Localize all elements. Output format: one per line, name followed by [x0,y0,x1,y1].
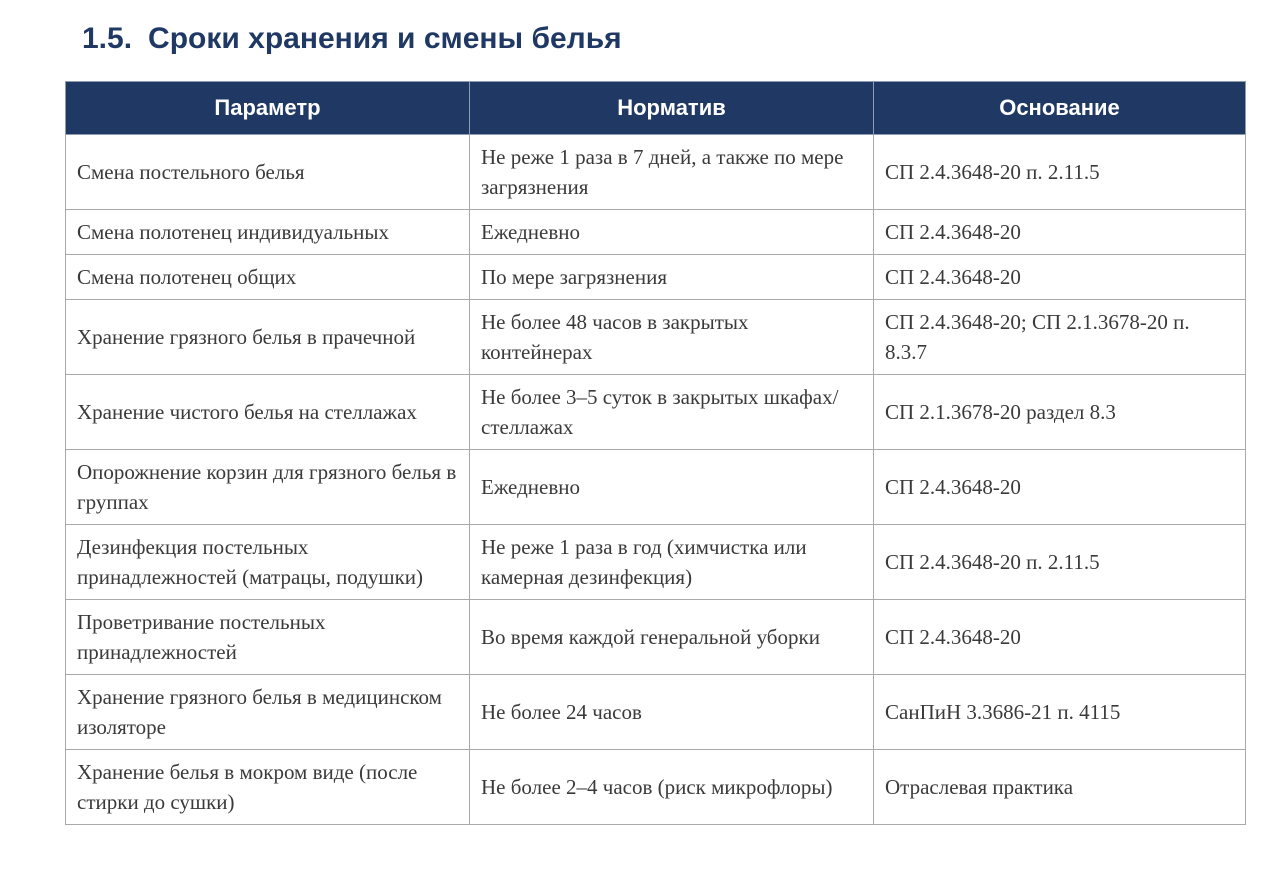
cell-basis: СП 2.4.3648-20 [874,255,1246,300]
cell-parameter: Смена полотенец общих [66,255,470,300]
cell-norm: Ежедневно [470,450,874,525]
cell-basis: Отраслевая практика [874,750,1246,825]
cell-basis: СП 2.4.3648-20 [874,600,1246,675]
cell-basis: СП 2.4.3648-20 [874,450,1246,525]
cell-norm: Не реже 1 раза в 7 дней, а также по мере загрязнения [470,135,874,210]
table-row [66,600,1246,675]
cell-norm: По мере загрязнения [470,255,874,300]
column-header-norm: Норматив [470,82,874,135]
cell-basis: СП 2.4.3648-20; СП 2.1.3678-20 п. 8.3.7 [874,300,1246,375]
section-title [82,16,622,62]
cell-basis: СП 2.4.3648-20 [874,210,1246,255]
cell-basis: СП 2.4.3648-20 п. 2.11.5 [874,135,1246,210]
column-header-parameter: Параметр [66,82,470,135]
table-row [66,675,1246,750]
section-number: 1.5. [82,22,133,55]
cell-parameter: Хранение грязного белья в медицинском изоляторе [66,675,470,750]
cell-parameter: Хранение грязного белья в прачечной [66,300,470,375]
table-row [66,300,1246,375]
table-row [66,255,1246,300]
cell-parameter: Смена постельного белья [66,135,470,210]
cell-norm: Не более 48 часов в закрытых контейнерах [470,300,874,375]
cell-basis: СанПиН 3.3686-21 п. 4115 [874,675,1246,750]
table-row [66,750,1246,825]
section-title-text: Сроки хранения и смены белья [148,22,622,55]
cell-parameter: Хранение белья в мокром виде (после стирки до сушки) [66,750,470,825]
table-row [66,375,1246,450]
table-header-row [66,82,1246,135]
table-row [66,210,1246,255]
cell-parameter: Хранение чистого белья на стеллажах [66,375,470,450]
cell-norm: Не более 2–4 часов (риск микрофлоры) [470,750,874,825]
cell-parameter: Дезинфекция постельных принадлежностей (матрацы, подушки) [66,525,470,600]
cell-norm: Не более 3–5 суток в закрытых шкафах/стеллажах [470,375,874,450]
cell-parameter: Опорожнение корзин для грязного белья в группах [66,450,470,525]
cell-parameter: Проветривание постельных принадлежностей [66,600,470,675]
cell-norm: Не более 24 часов [470,675,874,750]
cell-basis: СП 2.1.3678-20 раздел 8.3 [874,375,1246,450]
cell-norm: Во время каждой генеральной уборки [470,600,874,675]
norms-table [65,81,1246,825]
cell-parameter: Смена полотенец индивидуальных [66,210,470,255]
table-row [66,135,1246,210]
cell-basis: СП 2.4.3648-20 п. 2.11.5 [874,525,1246,600]
cell-norm: Ежедневно [470,210,874,255]
column-header-basis: Основание [874,82,1246,135]
table-row [66,450,1246,525]
cell-norm: Не реже 1 раза в год (химчистка или камерная дезинфекция) [470,525,874,600]
table-row [66,525,1246,600]
